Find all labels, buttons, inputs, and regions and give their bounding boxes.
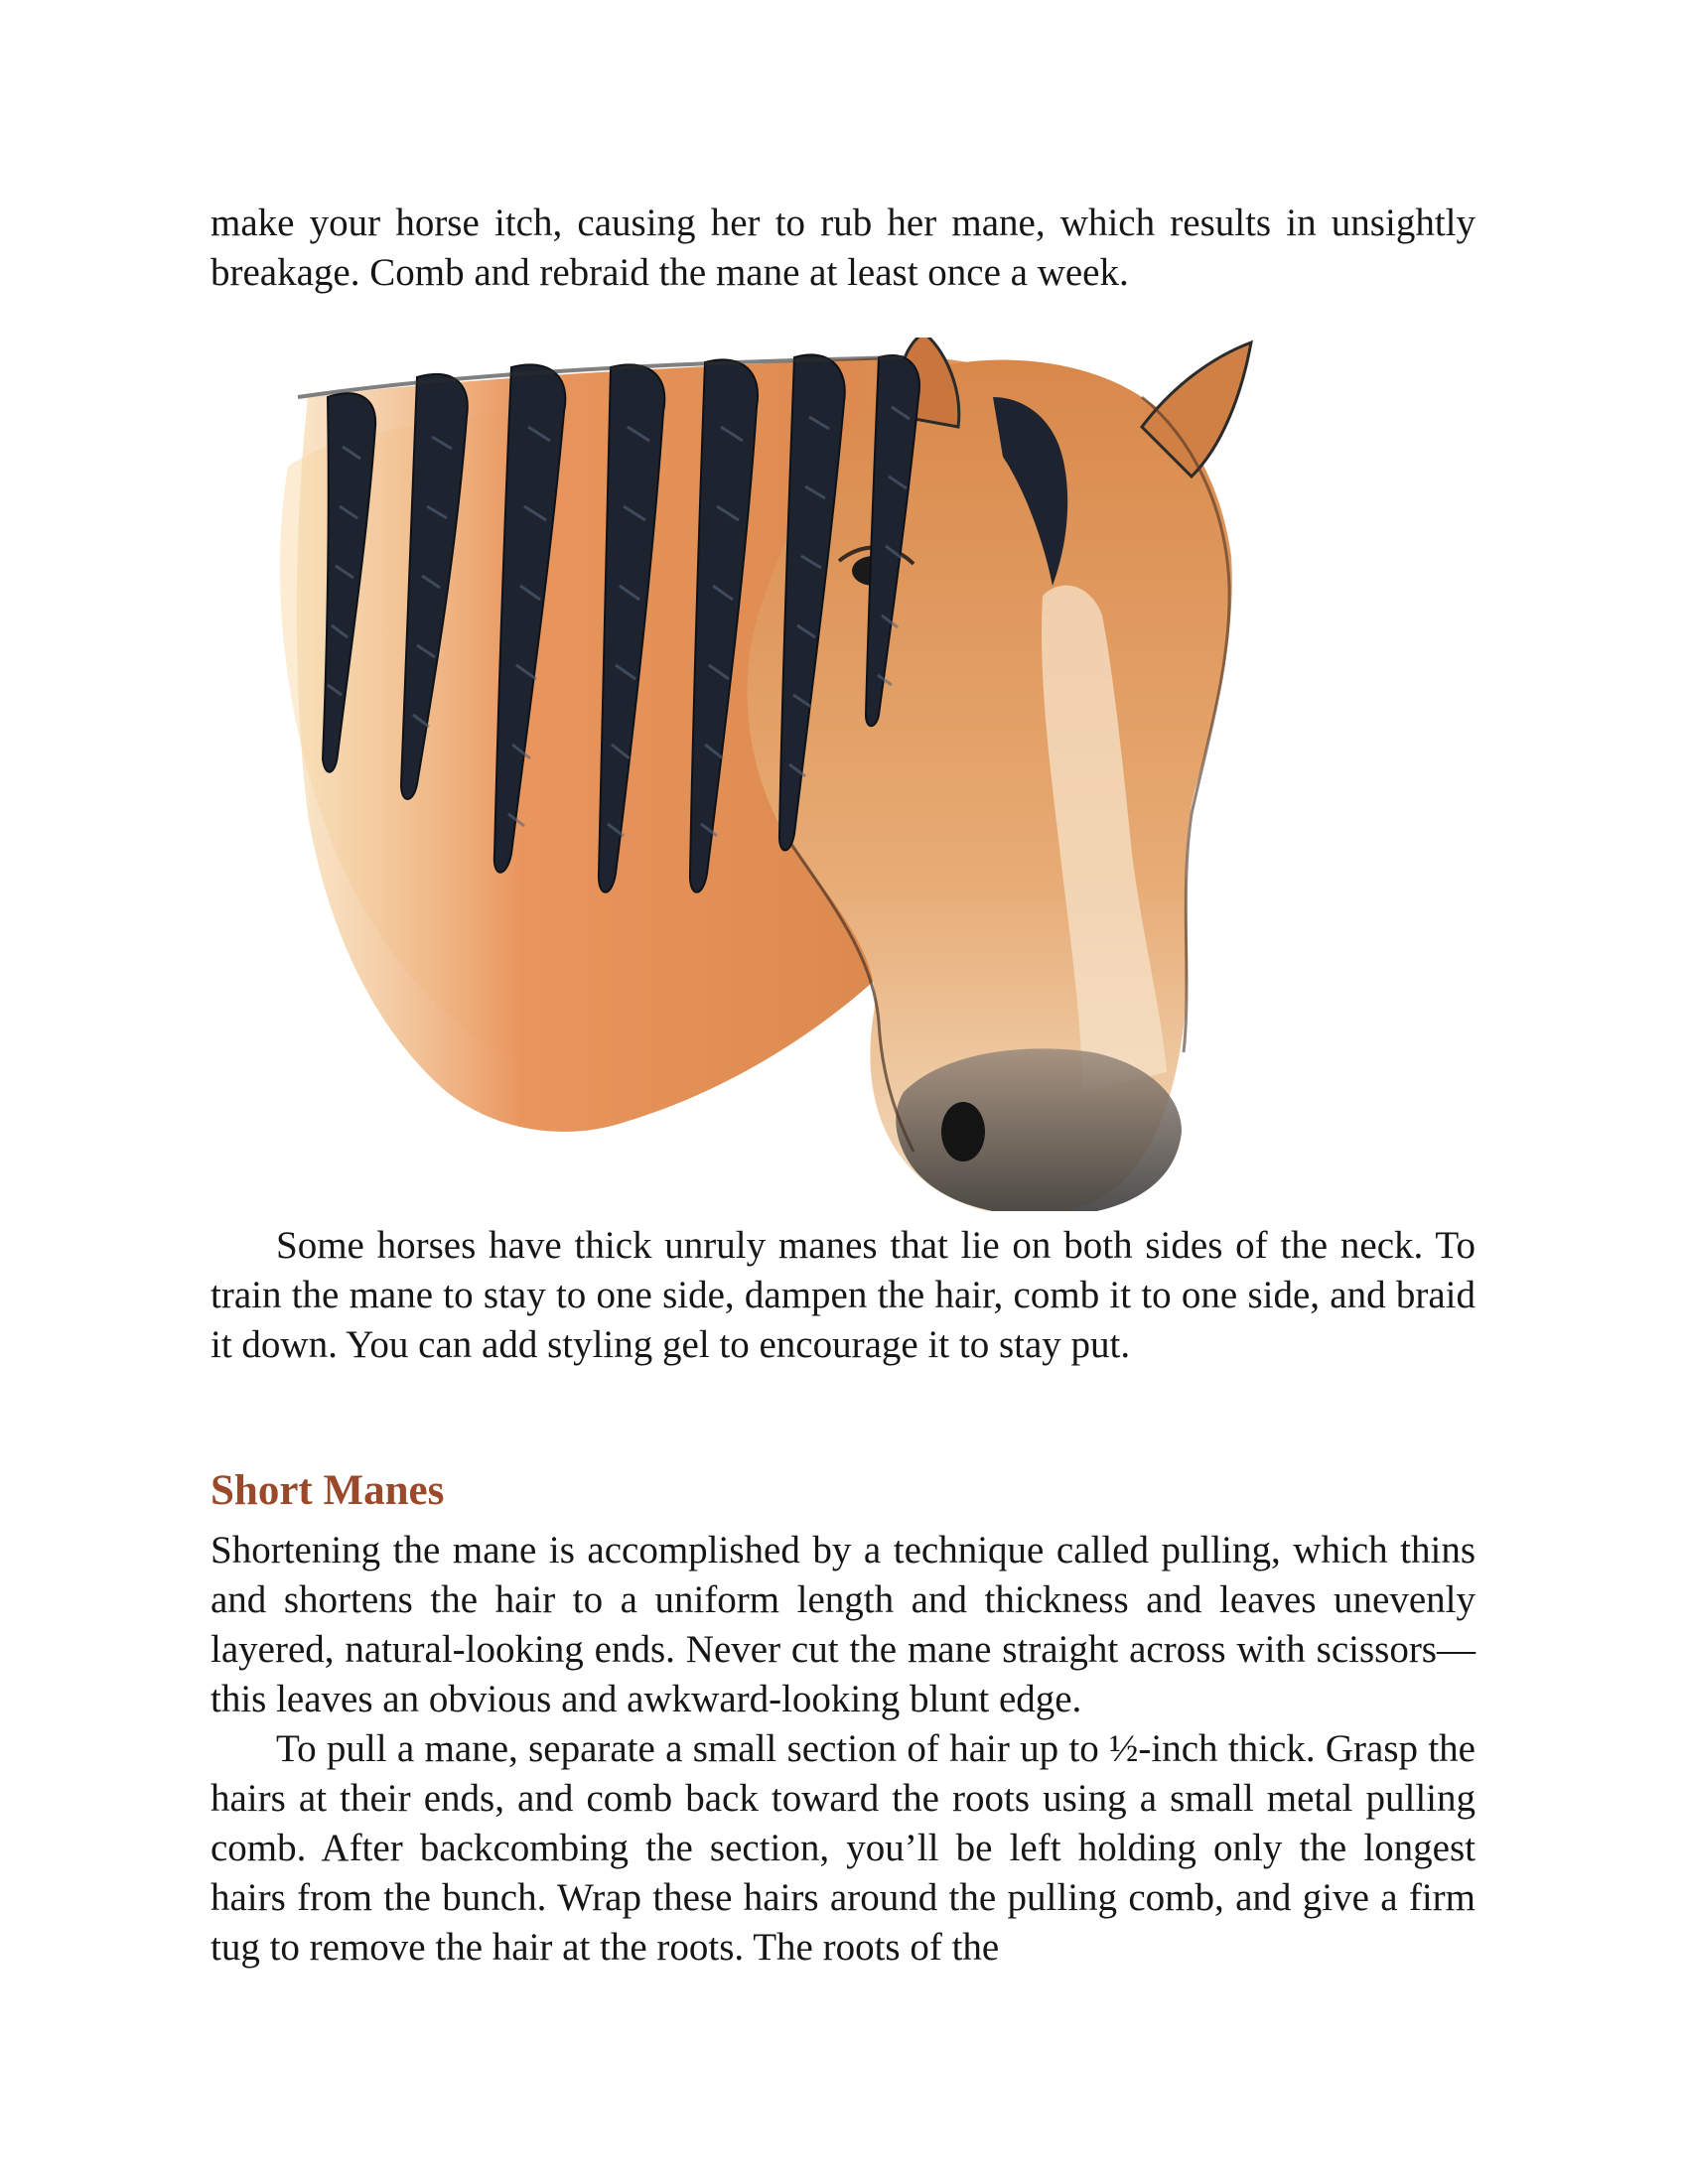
paragraph-short-manes-2: To pull a mane, separate a small section of hair up to ½-inch thick. Grasp the hairs at their ends, and comb back toward the roots using a small metal pulling comb. After backcombing the section, you’ll be left holding only the longest hairs from the bunch. Wrap these hairs around the pulling comb, and give a firm tug to remove the hair at the roots. The roots of the <box>211 1727 1476 1969</box>
paragraph-unruly-manes: Some horses have thick unruly manes that lie on both sides of the neck. To train the mane to stay to one side, dampen the hair, comb it to one side, and braid it down. You can add styling gel to encourage it to stay put. <box>211 1224 1476 1366</box>
section-heading-short-manes: Short Manes <box>211 1467 445 1514</box>
horse-nostril <box>941 1102 985 1161</box>
horse-braided-mane-illustration <box>268 338 1440 1211</box>
paragraph-continued: make your horse itch, causing her to rub her mane, which results in unsightly breakage. Comb and rebraid the mane at least once a week. <box>211 202 1476 294</box>
horse-muzzle <box>896 1048 1182 1211</box>
paragraph-short-manes-1: Shortening the mane is accomplished by a technique called pulling, which thins and shortens the hair to a uniform length and thickness and leaves unevenly layered, natural-looking ends. Never cut the mane straight across with scissors—this leaves an obvious and awkward-looking blunt edge. <box>211 1529 1476 1720</box>
